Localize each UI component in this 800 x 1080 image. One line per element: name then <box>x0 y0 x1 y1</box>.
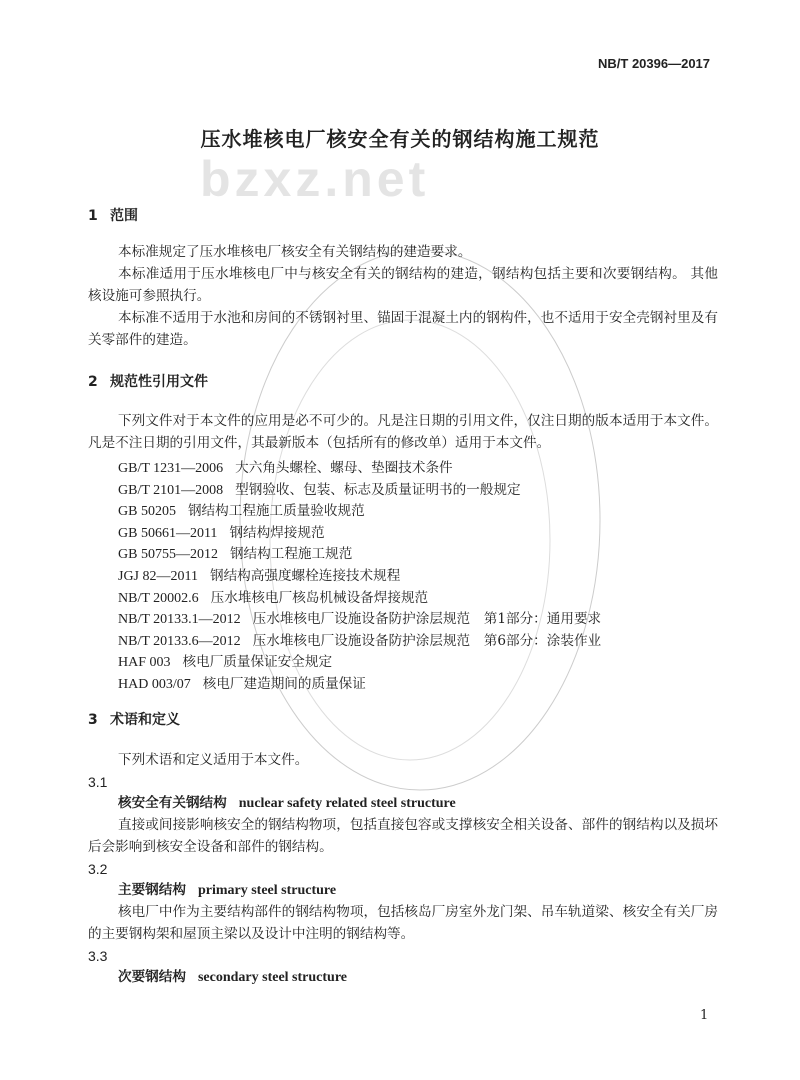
term-definition: 核电厂中作为主要结构部件的钢结构物项，包括核岛厂房室外龙门架、吊车轨道梁、核安全有关厂房的主要钢构架和屋顶主梁以及设计中注明的钢结构等。 <box>88 904 718 942</box>
reference-item <box>118 480 521 501</box>
paragraph: 本标准不适用于水池和房间的不锈钢衬里、锚固于混凝土内的钢构件，也不适用于安全壳钢衬里及有关零部件的建造。 <box>88 310 718 348</box>
reference-item <box>118 609 601 630</box>
page-number: 1 <box>700 1008 709 1023</box>
term-definition: 直接或间接影响核安全的钢结构物项，包括直接包容或支撑核安全相关设备、部件的钢结构以及损坏后会影响到核安全设备和部件的钢结构。 <box>88 817 718 855</box>
reference-code: GB/T 2101—2008 <box>118 482 224 498</box>
reference-item <box>118 523 325 544</box>
section-heading-1: 1 范围 <box>88 208 138 224</box>
term-heading: 主要钢结构 primary steel structure <box>118 882 337 898</box>
reference-item <box>118 501 365 522</box>
reference-title: 压水堆核电厂设施设备防护涂层规范 第6部分：涂装作业 <box>252 632 602 649</box>
reference-code: HAD 003/07 <box>118 677 191 692</box>
term-heading: 次要钢结构 secondary steel structure <box>118 969 348 985</box>
reference-title: 钢结构焊接规范 <box>229 524 325 541</box>
reference-item <box>118 674 366 695</box>
watermark: bzxz.net <box>200 151 430 207</box>
reference-title: 型钢验收、包装、标志及质量证明书的一般规定 <box>235 481 521 498</box>
reference-item <box>118 544 352 565</box>
reference-title: 大六角头螺栓、螺母、垫圈技术条件 <box>235 460 453 476</box>
term-number: 3.2 <box>88 861 108 877</box>
section-heading-2: 2 规范性引用文件 <box>88 374 208 390</box>
reference-code: GB 50661—2011 <box>118 525 218 541</box>
paragraph: 下列文件对于本文件的应用是必不可少的。凡是注日期的引用文件，仅注日期的版本适用于本文件。凡是不注日期的引用文件，其最新版本（包括所有的修改单）适用于本文件。 <box>88 413 718 451</box>
term-number: 3.1 <box>88 774 108 790</box>
standard-number: NB/T 20396—2017 <box>598 56 711 71</box>
reference-item <box>118 588 428 609</box>
reference-code: NB/T 20002.6 <box>118 590 199 606</box>
section-heading-3: 3 术语和定义 <box>88 712 180 728</box>
paragraph: 下列术语和定义适用于本文件。 <box>118 752 309 768</box>
reference-item <box>118 458 453 479</box>
term-heading: 核安全有关钢结构 nuclear safety related steel structure <box>118 795 456 811</box>
reference-title: 钢结构高强度螺栓连接技术规程 <box>210 568 401 584</box>
reference-title: 钢结构工程施工规范 <box>229 546 353 563</box>
reference-title: 压水堆核电厂核岛机械设备焊接规范 <box>210 589 429 606</box>
reference-item <box>118 566 400 587</box>
reference-title: 核电厂质量保证安全规定 <box>182 654 333 671</box>
reference-item <box>118 652 332 673</box>
reference-code: GB/T 1231—2006 <box>118 461 224 476</box>
reference-title: 钢结构工程施工质量验收规范 <box>187 503 365 520</box>
reference-item <box>118 631 601 652</box>
reference-title: 压水堆核电厂设施设备防护涂层规范 第1部分：通用要求 <box>252 611 602 628</box>
reference-code: NB/T 20133.6—2012 <box>118 633 241 649</box>
paragraph: 本标准适用于压水堆核电厂中与核安全有关的钢结构的建造，钢结构包括主要和次要钢结构。 其他核设施可参照执行。 <box>88 266 718 304</box>
reference-code: NB/T 20133.1—2012 <box>118 612 241 628</box>
document-title: 压水堆核电厂核安全有关的钢结构施工规范 <box>200 127 600 151</box>
reference-code: JGJ 82—2011 <box>118 569 198 584</box>
paragraph: 本标准规定了压水堆核电厂核安全有关钢结构的建造要求。 <box>118 244 472 260</box>
term-number: 3.3 <box>88 948 108 964</box>
reference-code: GB 50755—2012 <box>118 547 218 563</box>
reference-title: 核电厂建造期间的质量保证 <box>202 676 366 692</box>
reference-code: HAF 003 <box>118 655 171 671</box>
reference-code: GB 50205 <box>118 504 176 520</box>
